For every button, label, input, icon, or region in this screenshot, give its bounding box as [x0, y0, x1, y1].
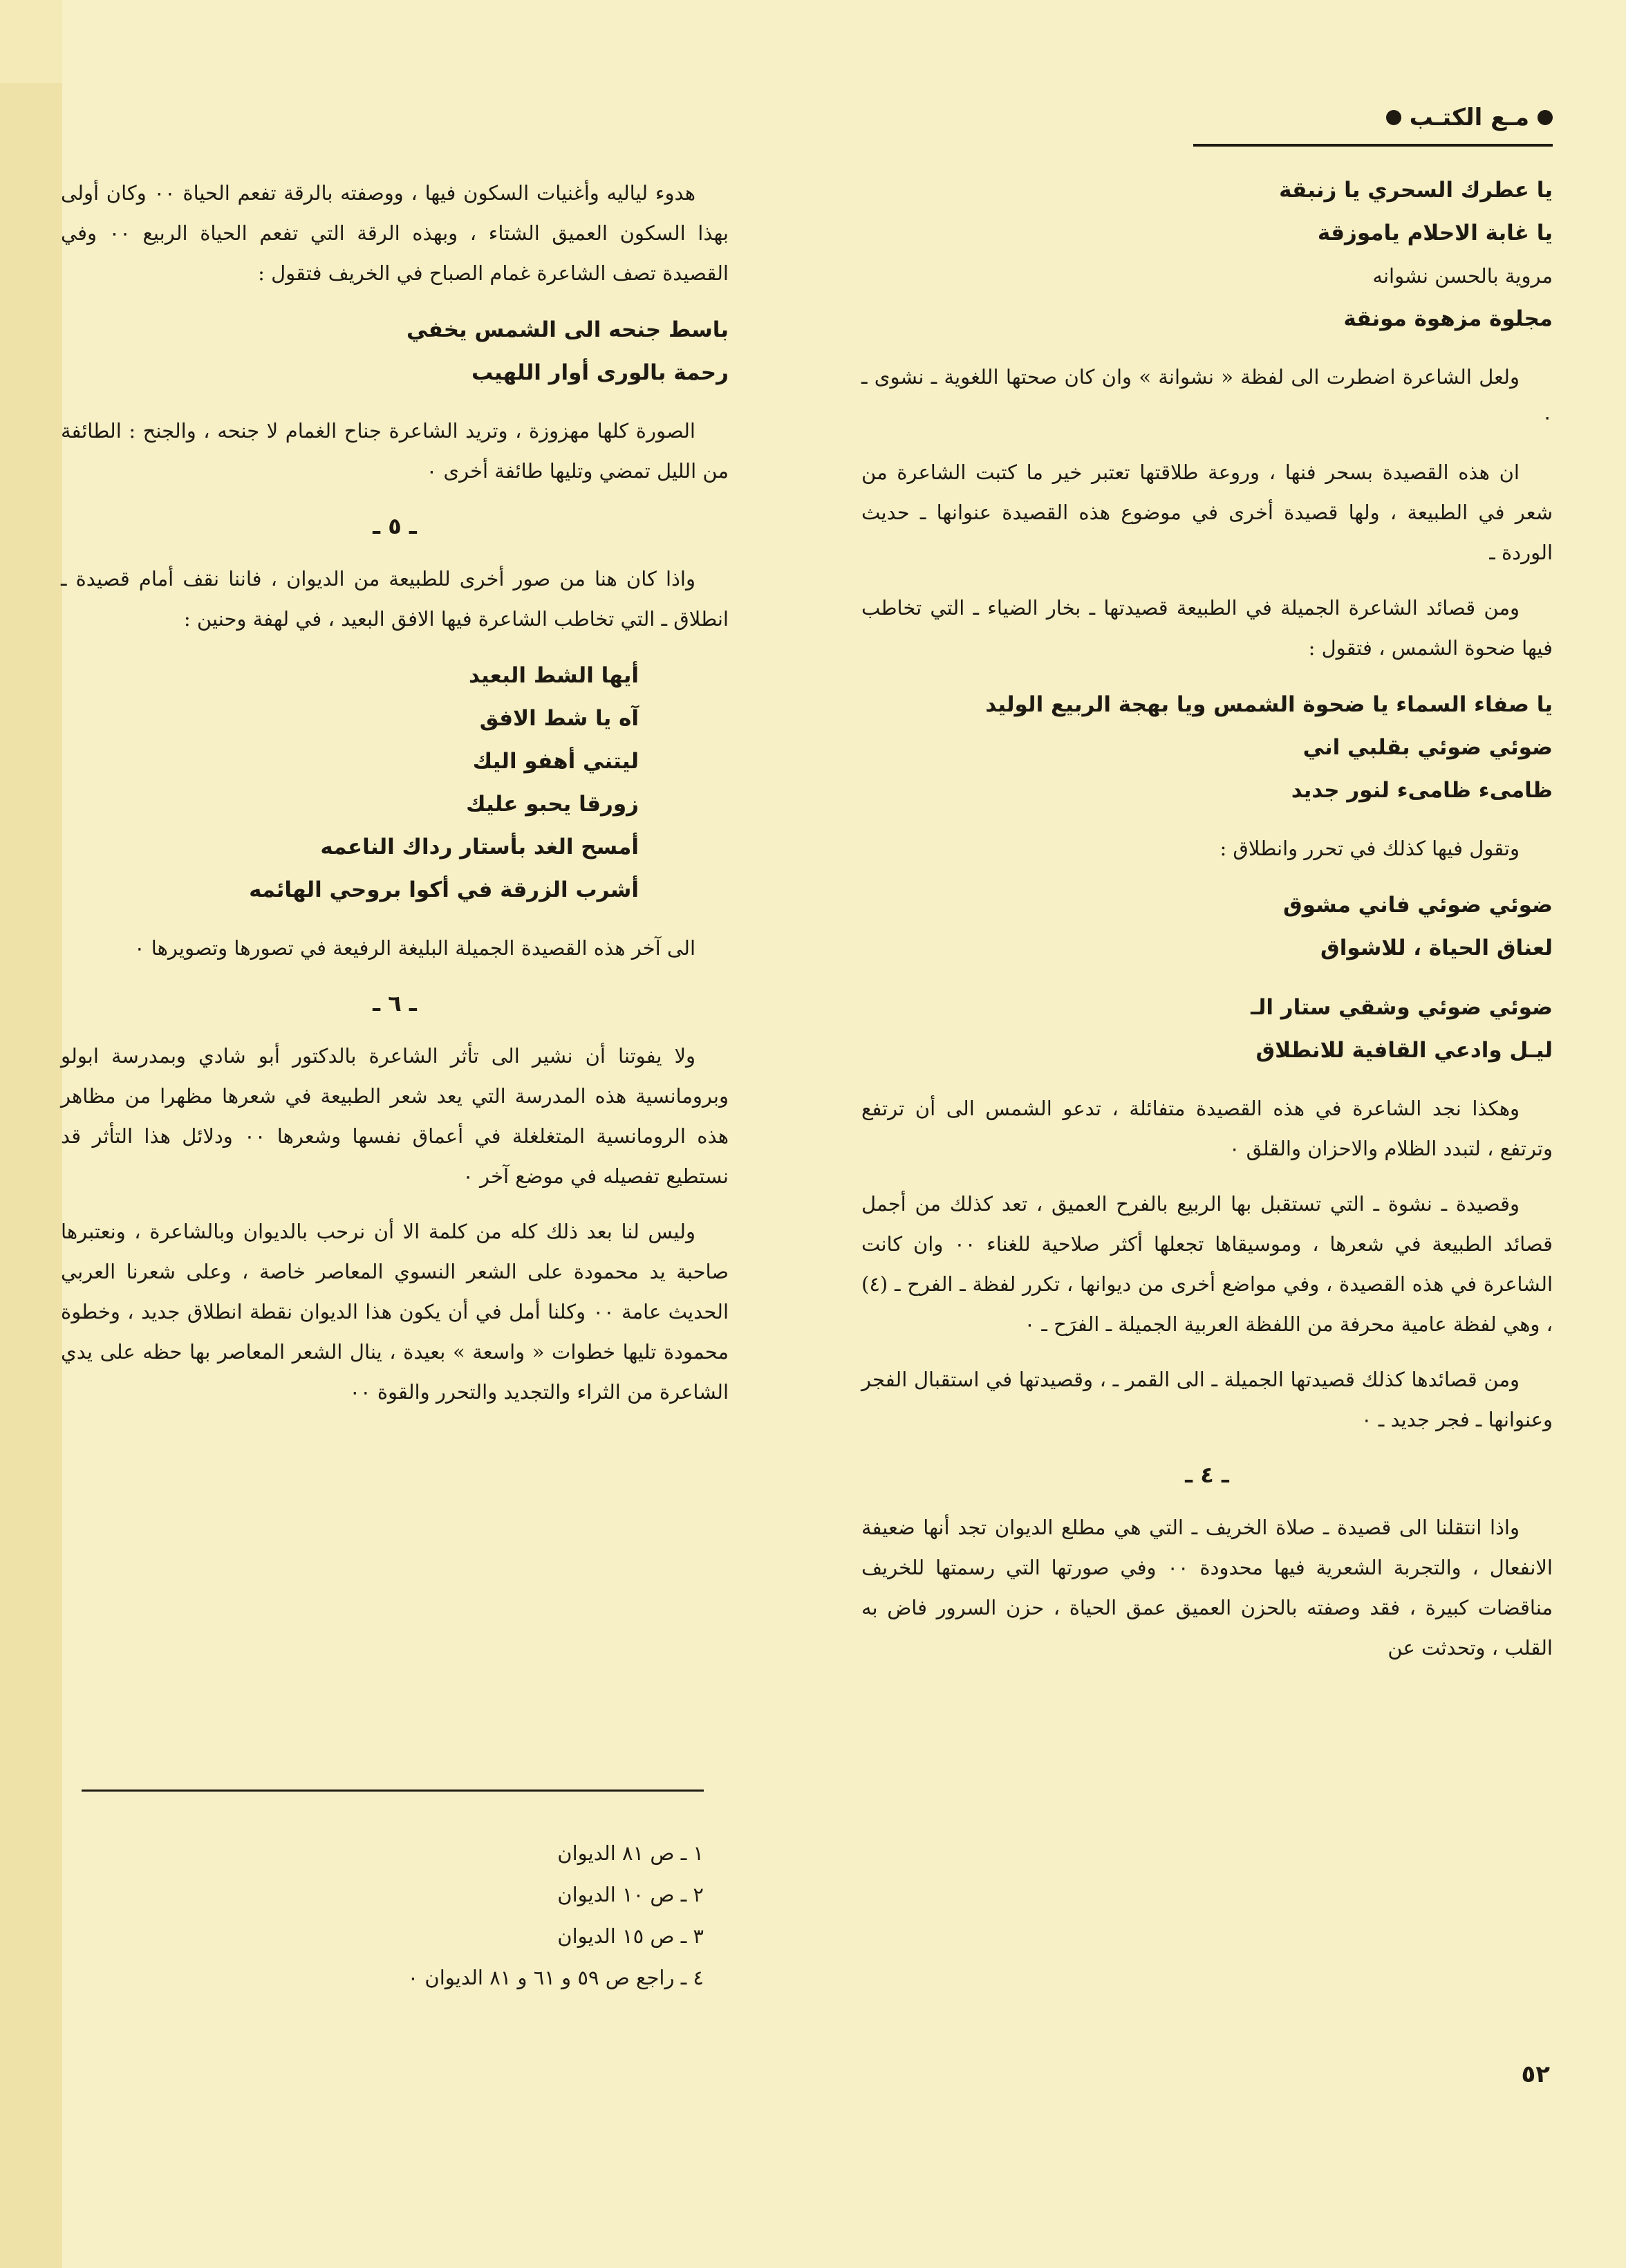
verse-block [861, 986, 1553, 1072]
paragraph: ولعل الشاعرة اضطرت الى لفظة « نشوانة » وان كان صحتها اللغوية ـ نشوى ـ ٠ [861, 365, 1553, 429]
paragraph: وليس لنا بعد ذلك كله من كلمة الا أن نرحب بالديوان وبالشاعرة ، ونعتبرها صاحبة يد محمودة على الشعر النسوي المعاصر خاصة ، وعلى شعرنا العربي الحديث عامة ٠٠ وكلنا أمل في أن يكون هذا الديوان نقطة انطلاق جديد ، وخطوة محمودة تليها خطوات « واسعة » بعيدة ، ينال الشعر المعاصر بها حظه على يدي الشاعرة من الثراء والتجديد والتحرر والقوة ٠٠ [61, 1220, 729, 1404]
verse-line: ضوئي ضوئي وشقي ستار الـ [1251, 995, 1553, 1020]
paragraph: هدوء لياليه وأغنيات السكون فيها ، ووصفته بالرقة تفعم الحياة ٠٠ وكان أولى بهذا السكون العميق الشتاء ، وبهذه الرقة التي تفعم الحياة الربيع ٠٠ وفي القصيدة تصف الشاعرة غمام الصباح في الخريف فتقول : [61, 181, 729, 285]
verse-block [61, 654, 729, 911]
verse-line: أيها الشط البعيد [469, 663, 639, 688]
bullet-icon [1386, 110, 1401, 125]
footnote: ٤ ـ راجع ص ٥٩ و ٦١ و ٨١ الديوان ٠ [407, 1966, 704, 1989]
paragraph: وهكذا نجد الشاعرة في هذه القصيدة متفائلة ، تدعو الشمس الى أن ترتفع وترتفع ، لتبدد الظلام والاحزان والقلق ٠ [861, 1097, 1553, 1160]
section-number: ـ ٦ ـ [373, 990, 417, 1016]
paragraph: واذا كان هنا من صور أخرى للطبيعة من الديوان ، فاننا نقف أمام قصيدة ـ انطلاق ـ التي تخاطب الشاعرة فيها الافق البعيد ، في لهفة وحنين : [61, 567, 729, 631]
footnotes [82, 1832, 704, 1998]
verse-line: أشرب الزرقة في أكوا بروحي الهائمه [249, 877, 639, 902]
verse-line: زورقا يحبو عليك [466, 792, 639, 817]
footnote-rule [82, 1790, 704, 1792]
bullet-icon [1538, 110, 1553, 125]
verse-line: ضوئي ضوئي فاني مشوق [1283, 893, 1553, 918]
paragraph: وتقول فيها كذلك في تحرر وانطلاق : [1220, 837, 1520, 860]
footnote: ٣ ـ ص ١٥ الديوان [557, 1924, 704, 1948]
paragraph: واذا انتقلنا الى قصيدة ـ صلاة الخريف ـ التي هي مطلع الديوان تجد أنها ضعيفة الانفعال ، والتجربة الشعرية فيها محدودة ٠٠ وفي صورتها التي رسمتها للخريف مناقضات كبيرة ، فقد وصفته بالحزن العميق عمق الحياة ، حزن السرور فاض به القلب ، وتحدثت عن [861, 1516, 1553, 1660]
section-header [1386, 97, 1553, 138]
header-rule [1193, 144, 1553, 147]
verse-block [861, 683, 1553, 812]
verse-line: يا صفاء السماء يا ضحوة الشمس ويا بهجة الربيع الوليد [985, 692, 1553, 717]
page-number: ٥٢ [1521, 2061, 1550, 2088]
verse-line: آه يا شط الافق [479, 706, 639, 731]
footnote: ١ ـ ص ٨١ الديوان [557, 1841, 704, 1865]
footnote: ٢ ـ ص ١٠ الديوان [557, 1883, 704, 1906]
section-title: مـع الكتـب [1409, 104, 1529, 131]
verse-line: أمسح الغد بأستار رداك الناعمه [320, 835, 639, 859]
verse-line: ضوئي ضوئي بقلبي اني [1302, 735, 1553, 760]
section-number: ـ ٤ ـ [1185, 1462, 1229, 1488]
verse-line: رحمة بالورى أوار اللهيب [471, 360, 729, 385]
paragraph: الى آخر هذه القصيدة الجميلة البليغة الرفيعة في تصورها وتصويرها ٠ [133, 936, 695, 960]
verse-block [861, 169, 1553, 340]
verse-line: يا غابة الاحلام ياموزقة [1317, 221, 1553, 245]
verse-line: مجلوة مزهوة مونقة [1343, 306, 1553, 331]
verse-line: ليتني أهفو اليك [472, 749, 639, 774]
verse-block [61, 308, 729, 394]
left-column [61, 173, 729, 1427]
verse-block [861, 884, 1553, 969]
verse-line: ليـل وادعي القافية للانطلاق [1255, 1038, 1553, 1063]
verse-line: باسط جنحه الى الشمس يخفي [406, 317, 729, 342]
verse-line: ظامىء ظامىء لنور جديد [1291, 778, 1553, 803]
page-gutter [0, 83, 62, 2268]
paragraph: ولا يفوتنا أن نشير الى تأثر الشاعرة بالدكتور أبو شادي وبمدرسة ابولو وبرومانسية هذه المدرسة التي يعد شعر الطبيعة في شعرها مظهرا من مظاهر هذه الرومانسية المتغلغلة في أعماق نفسها وشعرها ٠٠ ودلائل هذا التأثر قد نستطيع تفصيله في موضع آخر ٠ [61, 1044, 729, 1188]
paragraph: ومن قصائد الشاعرة الجميلة في الطبيعة قصيدتها ـ بخار الضياء ـ التي تخاطب فيها ضحوة الشمس ، فتقول : [861, 596, 1553, 660]
paragraph: ان هذه القصيدة بسحر فنها ، وروعة طلاقتها تعتبر خير ما كتبت الشاعرة من شعر في الطبيعة ، ولها قصيدة أخرى في موضوع هذه القصيدة عنوانها ـ حديث الوردة ـ [861, 461, 1553, 564]
paragraph: الصورة كلها مهزوزة ، وتريد الشاعرة جناح الغمام لا جنحه ، والجنح : الطائفة من الليل تمضي وتليها طائفة أخرى ٠ [61, 419, 729, 483]
verse-line: لعناق الحياة ، للاشواق [1320, 936, 1553, 960]
verse-line: يا عطرك السحري يا زنبقة [1279, 178, 1553, 203]
paragraph: وقصيدة ـ نشوة ـ التي تستقبل بها الربيع بالفرح العميق ، تعد كذلك من أجمل قصائد الطبيعة في شعرها ، وموسيقاها تجعلها أكثر صلاحية للغناء ٠٠ وان كانت الشاعرة في هذه القصيدة ، وفي مواضع أخرى من ديوانها ، تكرر لفظة ـ الفرح ـ (٤) ، وهي لفظة عامية محرفة من اللفظة العربية الجميلة ـ الفرَح ـ ٠ [861, 1192, 1553, 1336]
paragraph: ومن قصائدها كذلك قصيدتها الجميلة ـ الى القمر ـ ، وقصيدتها في استقبال الفجر وعنوانها ـ فجر جديد ـ ٠ [861, 1368, 1553, 1431]
verse-line: مروية بالحسن نشوانه [1372, 264, 1553, 288]
right-column [861, 165, 1553, 1683]
section-number: ـ ٥ ـ [373, 513, 417, 539]
